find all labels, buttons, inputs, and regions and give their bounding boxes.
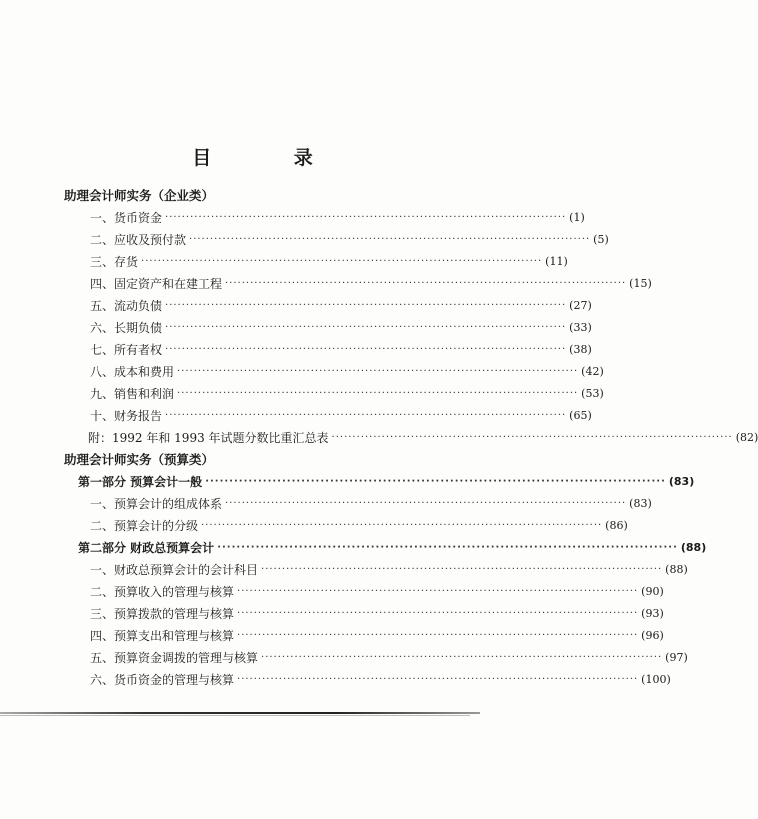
toc-entry-label: 五、预算资金调拨的管理与核算	[90, 651, 259, 665]
toc-entry-label: 四、固定资产和在建工程	[90, 277, 223, 291]
toc-part-page: (83)	[668, 475, 695, 488]
toc-entry[interactable]	[90, 274, 652, 294]
leader-dots: ································································································	[237, 586, 639, 597]
leader-dots: ································································································	[225, 278, 627, 289]
leader-dots: ································································································	[261, 564, 663, 575]
toc-entry-label: 六、货币资金的管理与核算	[90, 673, 235, 687]
toc-entry[interactable]	[90, 670, 671, 690]
toc-entry-label: 四、预算支出和管理与核算	[90, 629, 235, 643]
toc-entry-label: 一、财政总预算会计的会计科目	[90, 563, 259, 577]
toc-part-label: 第二部分 财政总预算会计	[78, 541, 215, 555]
section-heading-budget: 助理会计师实务（预算类）	[64, 452, 215, 467]
toc-entry-appendix[interactable]	[88, 428, 758, 448]
toc-entry-label: 十、财务报告	[90, 409, 163, 423]
toc-entry-page: (90)	[641, 585, 664, 598]
toc-entry[interactable]	[90, 340, 592, 360]
toc-entry-label: 二、应收及预付款	[90, 233, 187, 247]
leader-dots: ································································································	[165, 322, 567, 333]
toc-entry-page: (97)	[665, 651, 688, 664]
toc-part-2[interactable]	[78, 538, 707, 558]
toc-entry[interactable]	[90, 516, 628, 536]
toc-entry-label: 一、货币资金	[90, 211, 163, 225]
leader-dots: ································································································	[331, 432, 733, 443]
leader-dots: ································································································	[237, 608, 639, 619]
leader-dots: ································································································	[261, 652, 663, 663]
toc-entry-page: (96)	[641, 629, 664, 642]
toc-entry[interactable]	[90, 582, 664, 602]
toc-entry-label: 八、成本和费用	[90, 365, 175, 379]
toc-part-label: 第一部分 预算会计一般	[78, 475, 203, 489]
toc-entry-page: (82)	[735, 431, 758, 444]
leader-dots: ································································································	[165, 410, 567, 421]
toc-entry[interactable]	[90, 384, 604, 404]
toc-entry-page: (83)	[629, 497, 652, 510]
bottom-rule	[0, 712, 480, 714]
toc-entry[interactable]	[90, 230, 609, 250]
toc-part-1[interactable]	[78, 472, 695, 492]
toc-entry-page: (88)	[665, 563, 688, 576]
leader-dots: ································································································	[165, 212, 567, 223]
toc-entry[interactable]	[90, 560, 688, 580]
toc-entry[interactable]	[90, 626, 664, 646]
leader-dots: ································································································	[225, 498, 627, 509]
toc-entry-page: (93)	[641, 607, 664, 620]
toc-entry-page: (53)	[581, 387, 604, 400]
leader-dots: ································································································	[177, 388, 579, 399]
leader-dots: ································································································	[177, 366, 579, 377]
toc-entry[interactable]	[90, 296, 592, 316]
leader-dots: ································································································	[141, 256, 543, 267]
section-heading-enterprise: 助理会计师实务（企业类）	[64, 188, 215, 203]
toc-entry-label: 三、预算拨款的管理与核算	[90, 607, 235, 621]
toc-entry-label: 三、存货	[90, 255, 139, 269]
toc-part-page: (88)	[680, 541, 707, 554]
toc-entry-page: (42)	[581, 365, 604, 378]
leader-dots: ································································································	[165, 300, 567, 311]
bottom-rule-thin	[0, 715, 470, 716]
toc-entry-page: (1)	[569, 211, 585, 224]
toc-entry[interactable]	[90, 362, 604, 382]
toc-entry-label: 一、预算会计的组成体系	[90, 497, 223, 511]
toc-entry[interactable]	[90, 318, 592, 338]
leader-dots: ································································································	[205, 476, 666, 487]
toc-entry-label: 二、预算收入的管理与核算	[90, 585, 235, 599]
toc-entry-label: 五、流动负债	[90, 299, 163, 313]
toc-entry-page: (33)	[569, 321, 592, 334]
toc-entry-label: 九、销售和利润	[90, 387, 175, 401]
toc-entry[interactable]	[90, 208, 585, 228]
toc-entry[interactable]	[90, 494, 652, 514]
toc-entry-label: 附：1992 年和 1993 年试题分数比重汇总表	[88, 431, 329, 445]
toc-entry-page: (27)	[569, 299, 592, 312]
toc-entry-page: (11)	[545, 255, 568, 268]
toc-entry-page: (100)	[641, 673, 671, 686]
toc-entry-label: 六、长期负债	[90, 321, 163, 335]
leader-dots: ································································································	[201, 520, 603, 531]
toc-entry-page: (65)	[569, 409, 592, 422]
toc-entry-page: (38)	[569, 343, 592, 356]
leader-dots: ································································································	[189, 234, 591, 245]
leader-dots: ································································································	[237, 630, 639, 641]
toc-entry[interactable]	[90, 604, 664, 624]
page-title: 目 录	[192, 147, 351, 169]
toc-entry-page: (5)	[593, 233, 609, 246]
leader-dots: ································································································	[165, 344, 567, 355]
toc-entry-label: 七、所有者权	[90, 343, 163, 357]
toc-entry[interactable]	[90, 252, 568, 272]
toc-entry-page: (86)	[605, 519, 628, 532]
toc-entry[interactable]	[90, 648, 688, 668]
toc-entry-label: 二、预算会计的分级	[90, 519, 199, 533]
toc-entry-page: (15)	[629, 277, 652, 290]
leader-dots: ································································································	[237, 674, 639, 685]
toc-entry[interactable]	[90, 406, 592, 426]
leader-dots: ································································································	[217, 542, 678, 553]
